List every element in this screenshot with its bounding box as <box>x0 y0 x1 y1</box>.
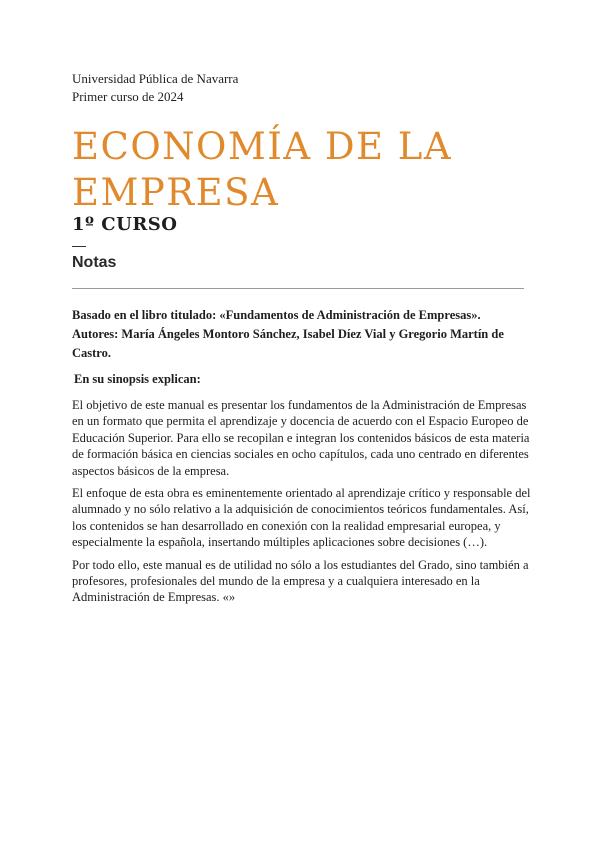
section-dash <box>72 246 86 247</box>
source-reference: Basado en el libro titulado: «Fundamentos de Administración de Empresas». Autores: María Ángeles Montoro Sánchez, Isabel Díez Vial y Gregorio Martín de Castro. <box>72 308 504 360</box>
sinopsis-heading: En su sinopsis explican: <box>74 372 201 386</box>
institution-name: Universidad Pública de Navarra <box>72 71 239 86</box>
course-year: Primer curso de 2024 <box>72 89 184 104</box>
section-heading: Notas <box>72 254 117 271</box>
body-text <box>72 397 532 612</box>
paragraph: El enfoque de esta obra es eminentemente orientado al aprendizaje crítico y responsable del alumnado y no sólo relativo a la adquisición de conocimientos teóricos fundamentales. Así, los contenidos se han desarrollado en conexión con la realidad empresarial europea, y especialmente la española, insertando múltiples aplicaciones sobre decisiones (…). <box>72 486 531 550</box>
paragraph: Por todo ello, este manual es de utilidad no sólo a los estudiantes del Grado, sino también a profesores, profesionales del mundo de la empresa y a cualquiera interesado en la Administración de Empresas. «» <box>72 557 529 605</box>
document-header <box>72 70 238 106</box>
paragraph: El objetivo de este manual es presentar los fundamentos de la Administración de Empresas en un formato que permita el aprendizaje y docencia de acuerdo con el Espacio Europeo de Educación Superior. Para ello se recopilan e integran los contenidos básicos de esta materia de formación básica en ciencias sociales en ocho capítulos, cada uno centrado en diferentes aspectos básicos de la empresa. <box>72 398 530 478</box>
document-title: ECONOMÍA DE LA EMPRESA <box>72 125 453 214</box>
horizontal-divider <box>72 288 524 289</box>
course-subtitle: 1º CURSO <box>72 214 178 235</box>
